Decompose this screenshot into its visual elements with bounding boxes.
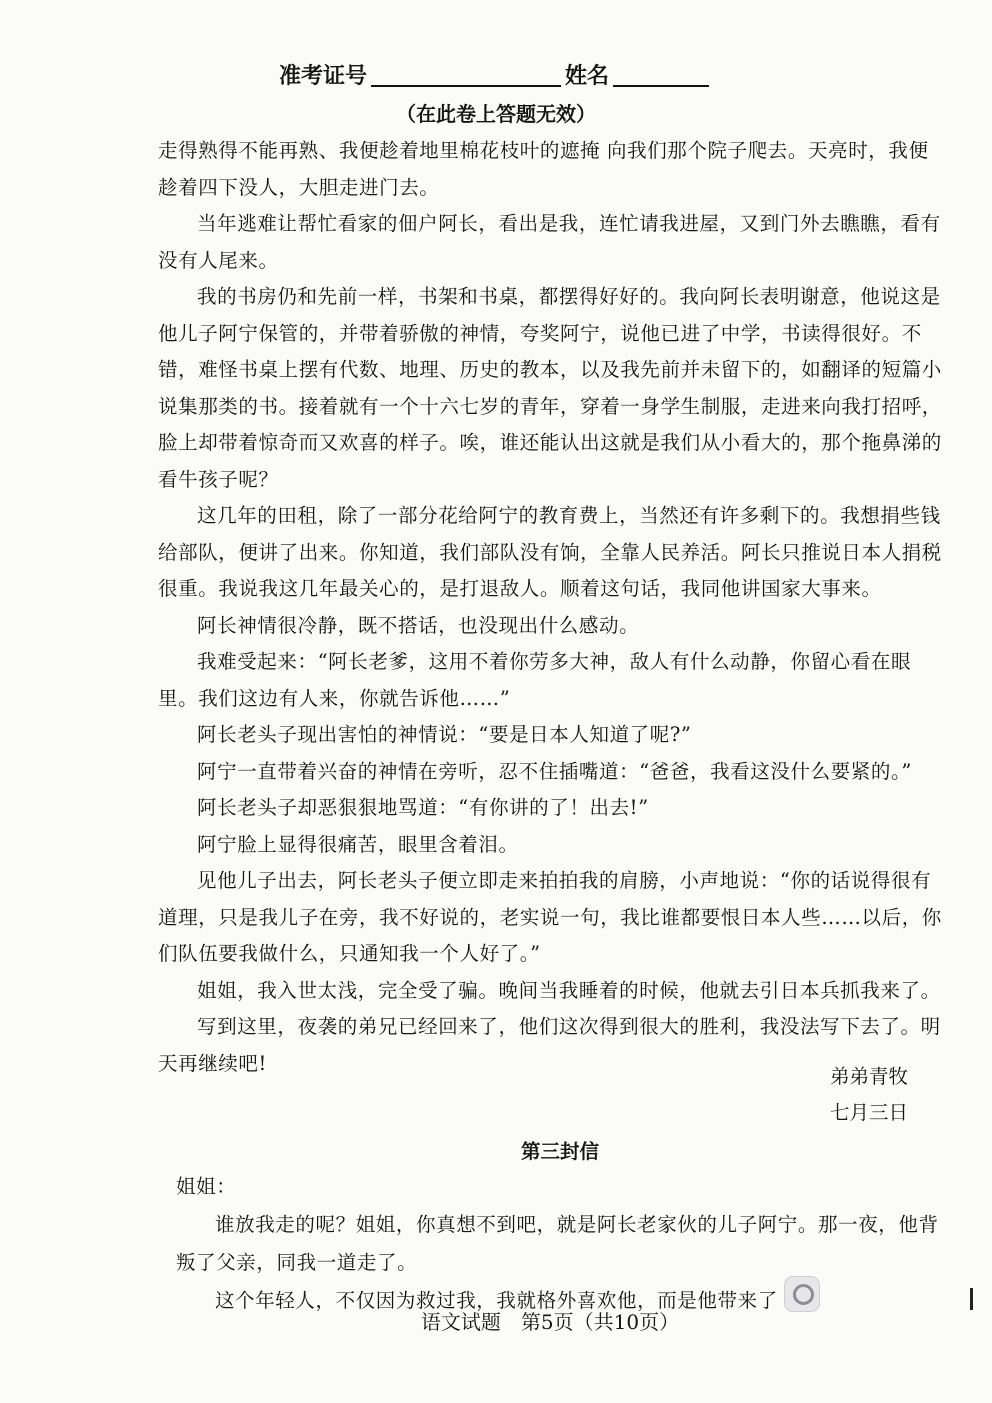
page-footer: 语文试题 第5页（共10页） bbox=[420, 1310, 680, 1334]
exam-id-label: 准考证号 bbox=[278, 64, 367, 89]
letter-paragraph: 谁放我走的呢？姐姐，你真想不到吧，就是阿长老家伙的儿子阿宁。那一夜，他背叛了父亲，同我一道走了。 bbox=[176, 1213, 939, 1274]
invalid-answer-notice: （在此卷上答题无效） bbox=[396, 102, 596, 126]
passage-paragraph: 这几年的田租，除了一部分花给阿宁的教育费上，当然还有许多剩下的。我想捐些钱给部队，便讲了出来。你知道，我们部队没有饷，全靠人民养活。阿长只推说日本人捐税很重。我说我这几年最关心的，是打退敌人。顺着这句话，我同他讲国家大事来。 bbox=[158, 504, 942, 600]
passage-body bbox=[158, 133, 948, 1082]
passage-paragraph: 姐姐，我入世太浅，完全受了骗。晚间当我睡着的时候，他就去引日本兵抓我来了。 bbox=[197, 978, 941, 1002]
passage-paragraph: 阿宁一直带着兴奋的神情在旁听，忍不住插嘴道：“爸爸，我看这没什么要紧的。” bbox=[197, 759, 912, 783]
passage-paragraph: 走得熟得不能再熟、我便趁着地里棉花枝叶的遮掩 向我们那个院子爬去。天亮时，我便趁着四下没人，大胆走进门去。 bbox=[158, 139, 929, 199]
passage-paragraph: 阿长老头子却恶狠狠地骂道：“有你讲的了！出去!” bbox=[197, 796, 649, 819]
passage-paragraph: 阿长神情很冷静，既不搭话，也没现出什么感动。 bbox=[197, 613, 640, 637]
name-label: 姓名 bbox=[565, 64, 610, 89]
letter-paragraph: 这个年轻人，不仅因为救过我，我就格外喜欢他，而是他带来了 bbox=[215, 1289, 778, 1312]
passage-paragraph: 我的书房仍和先前一样，书架和书桌，都摆得好好的。我向阿长表明谢意，他说这是他儿子阿宁保管的，并带着骄傲的神情，夸奖阿宁，说他已进了中学，书读得很好。不错，难怪书桌上摆有代数、地理、历史的教本，以及我先前并未留下的，如翻译的短篇小说集那类的书。接着就有一个十六七岁的青年，穿着一身学生制服，走进来向我打招呼，脸上却带着惊奇而又欢喜的样子。唉，谁还能认出这就是我们从小看大的，那个拖鼻涕的看牛孩子呢？ bbox=[158, 285, 942, 491]
letter-three-title: 第三封信 bbox=[520, 1140, 599, 1163]
letter-three-body bbox=[176, 1168, 946, 1320]
passage-paragraph: 阿宁脸上显得很痛苦，眼里含着泪。 bbox=[197, 832, 519, 856]
passage-paragraph: 写到这里，夜袭的弟兄已经回来了，他们这次得到很大的胜利，我没法写下去了。明天再继续吧! bbox=[158, 1015, 941, 1075]
passage-paragraph: 阿长老头子现出害怕的神情说：“要是日本人知道了呢?” bbox=[197, 723, 692, 746]
passage-paragraph: 当年逃难让帮忙看家的佃户阿长，看出是我，连忙请我进屋，又到门外去瞧瞧，看有没有人尾来。 bbox=[158, 212, 941, 272]
exam-id-blank[interactable] bbox=[371, 63, 561, 87]
signature-date: 七月三日 bbox=[830, 1101, 909, 1124]
name-blank[interactable] bbox=[613, 63, 709, 87]
signature-name: 弟弟青牧 bbox=[830, 1065, 909, 1088]
candidate-info-line bbox=[0, 62, 992, 92]
passage-paragraph: 我难受起来：“阿长老爹，这用不着你劳多大神，敌人有什么动静，你留心看在眼里。我们这边有人来，你就告诉他……” bbox=[158, 650, 912, 710]
passage-paragraph: 见他儿子出去，阿长老头子便立即走来拍拍我的肩膀，小声地说：“你的话说得很有道理，只是我儿子在旁，我不好说的，老实说一句，我比谁都要恨日本人些……以后，你们队伍要我做什么，只通知我一个人好了。” bbox=[158, 869, 942, 965]
letter-salutation: 姐姐： bbox=[176, 1175, 237, 1198]
